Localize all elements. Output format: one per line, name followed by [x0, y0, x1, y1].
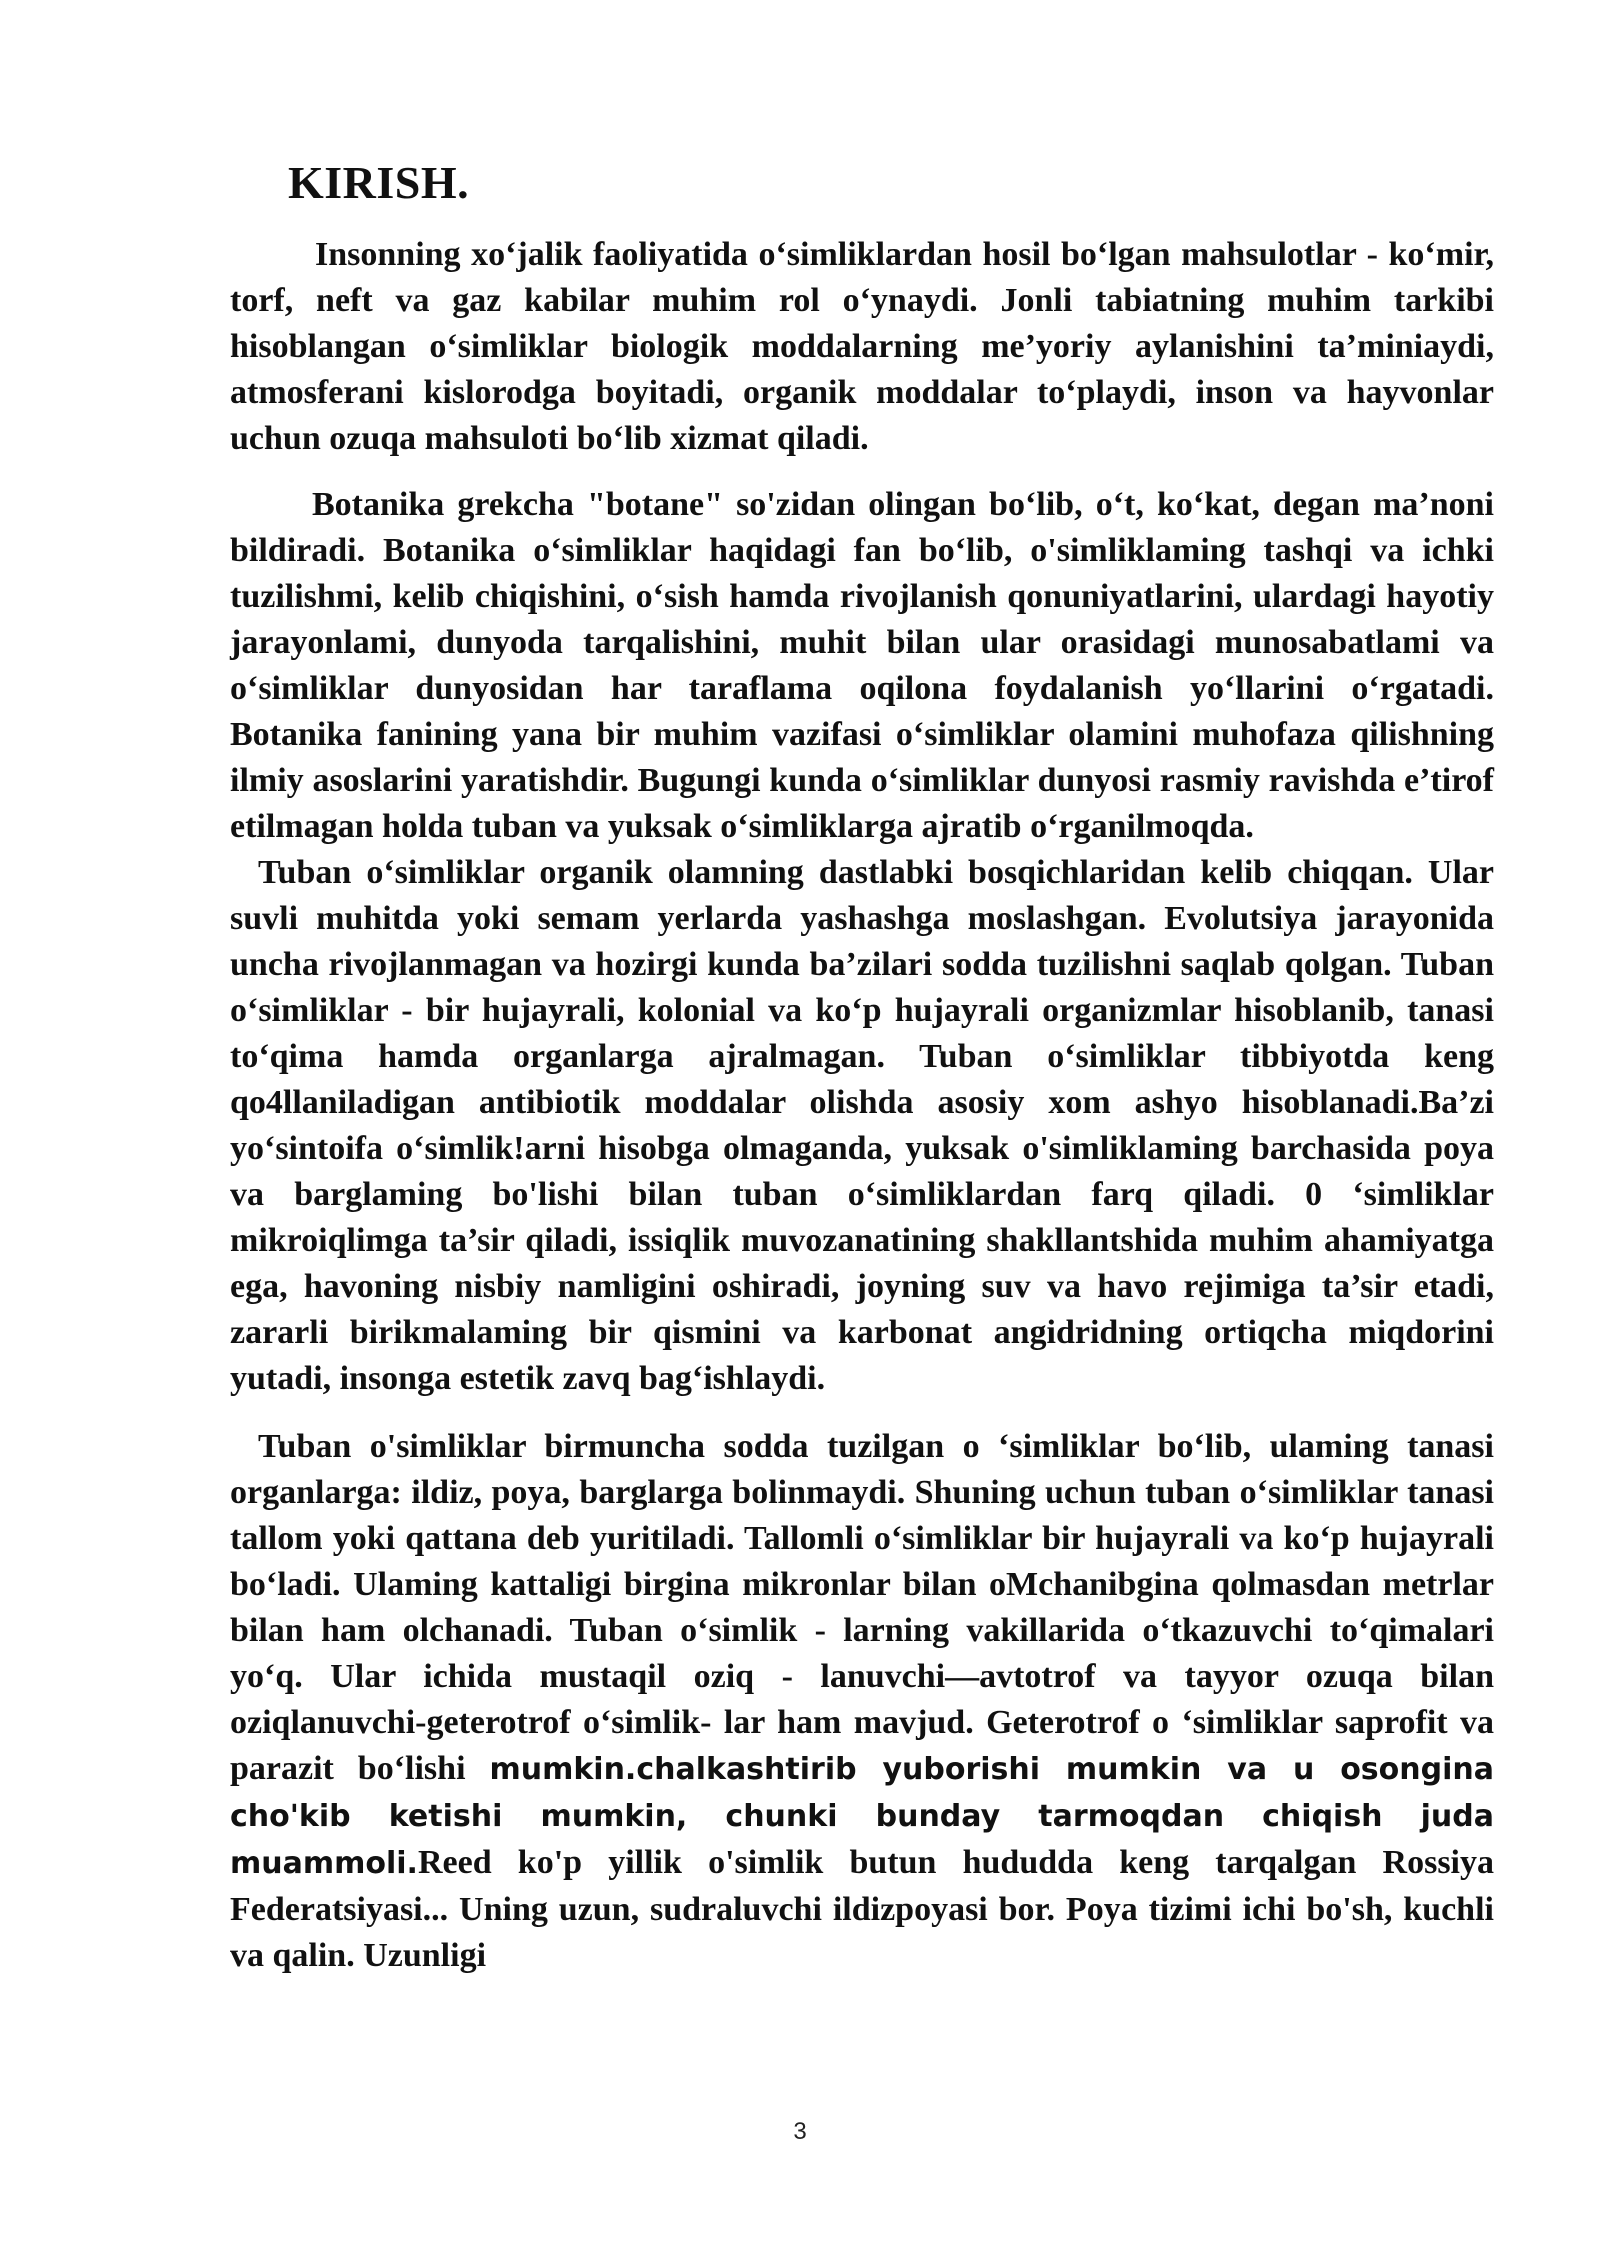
paragraph-text-serif: Tuban o'simliklar birmuncha sodda tuzilgan o ‘simliklar bo‘lib, ulaming tanasi organlarga: ildiz, poya, barglarga bolinmaydi. Shuning uchun tuban o‘simliklar tanasi tallom yoki qattana deb yuritiladi. Tallomli o‘simliklar bir hujayrali va ko‘p hujayrali bo‘ladi. Ulaming kattaligi birgina mikronlar bilan oMchanibgina qolmasdan metrlar bilan ham olchanadi. Tuban o‘simlik - larning vakillarida o‘tkazuvchi to‘qimalari yo‘q. Ular ichida mustaqil oziq - lanuvchi—avtotrof va tayyor ozuqa bilan oziqlanuvchi-geterotrof o‘simlik- lar ham mavjud. Geterotrof o ‘simliklar saprofit va parazit bo‘lishi — [230, 1428, 1494, 1787]
page-number: 3 — [793, 2118, 807, 2145]
paragraph-intro: Insonning xo‘jalik faoliyatida o‘simliklardan hosil bo‘lgan mahsulotlar - ko‘mir, torf, neft va gaz kabilar muhim rol o‘ynaydi. Jonli tabiatning muhim tarkibi hisoblangan o‘simliklar biologik moddalarning me’yoriy aylanishini ta’miniaydi, atmosferani kislorodga boyitadi, organik moddalar to‘playdi, inson va hayvonlar uchun ozuqa mahsuloti bo‘lib xizmat qiladi. — [230, 236, 1494, 457]
section-heading: KIRISH. — [288, 157, 470, 208]
document-body — [230, 232, 1494, 1979]
paragraph-botanika: Botanika grekcha "botane" so'zidan olingan bo‘lib, o‘t, ko‘kat, degan ma’noni bildiradi. Botanika o‘simliklar haqidagi fan bo‘lib, o'simliklaming tashqi va ichki tuzilishmi, kelib chiqishini, o‘sish hamda rivojlanish qonuniyatlarini, ulardagi hayotiy jarayonlami, dunyoda tarqalishini, muhit bilan ular orasidagi munosabatlami va o‘simliklar dunyosidan har taraflama oqilona foydalanish yo‘llarini o‘rgatadi. Botanika fanining yana bir muhim vazifasi o‘simliklar olamini muhofaza qilishning ilmiy asoslarini yaratishdir. Bugungi kunda o‘simliklar dunyosi rasmiy ravishda e’tirof etilmagan holda tuban va yuksak o‘simliklarga ajratib o‘rganilmoqda. — [230, 486, 1494, 845]
paragraph-tuban-origin: Tuban o‘simliklar organik olamning dastlabki bosqichlaridan kelib chiqqan. Ular suvli muhitda yoki semam yerlarda yashashga moslashgan. Evolutsiya jarayonida uncha rivojlanmagan va hozirgi kunda ba’zilari sodda tuzilishni saqlab qolgan. Tuban o‘simliklar - bir hujayrali, kolonial va ko‘p hujayrali organizmlar hisoblanib, tanasi to‘qima hamda organlarga ajralmagan. Tuban o‘simliklar tibbiyotda keng qo4llaniladigan antibiotik moddalar olishda asosiy xom ashyo hisoblanadi.Ba’zi yo‘sintoifa o‘simlik!arni hisobga olmaganda, yuksak o'simliklaming barchasida poya va barglaming bo'lishi bilan tuban o‘simliklardan farq qiladi. 0 ‘simliklar mikroiqlimga ta’sir qiladi, issiqlik muvozanatining shakllantshida muhim ahamiyatga ega, havoning nisbiy namligini oshiradi, joyning suv va havo rejimiga ta’sir etadi, zararli birikmalaming bir qismini va karbonat angidridning ortiqcha miqdorini yutadi, insonga estetik zavq bag‘ishlaydi. — [230, 854, 1494, 1397]
paragraph-text-tail: Reed ko'p yillik o'simlik butun hududda keng tarqalgan Rossiya Federatsiyasi... Uning uzun, sudraluvchi ildizpoyasi bor. Poya tizimi ichi bo'sh, kuchli va qalin. Uzunligi — [230, 1844, 1494, 1974]
paragraph-tuban-structure — [230, 1424, 1494, 1979]
paragraph-text-sans: mumkin.chalkashtirib yuborishi mumkin va u osongina cho'kib ketishi mumkin, chunki bunday tarmoqdan chiqish juda muammoli. — [230, 1752, 1494, 1881]
